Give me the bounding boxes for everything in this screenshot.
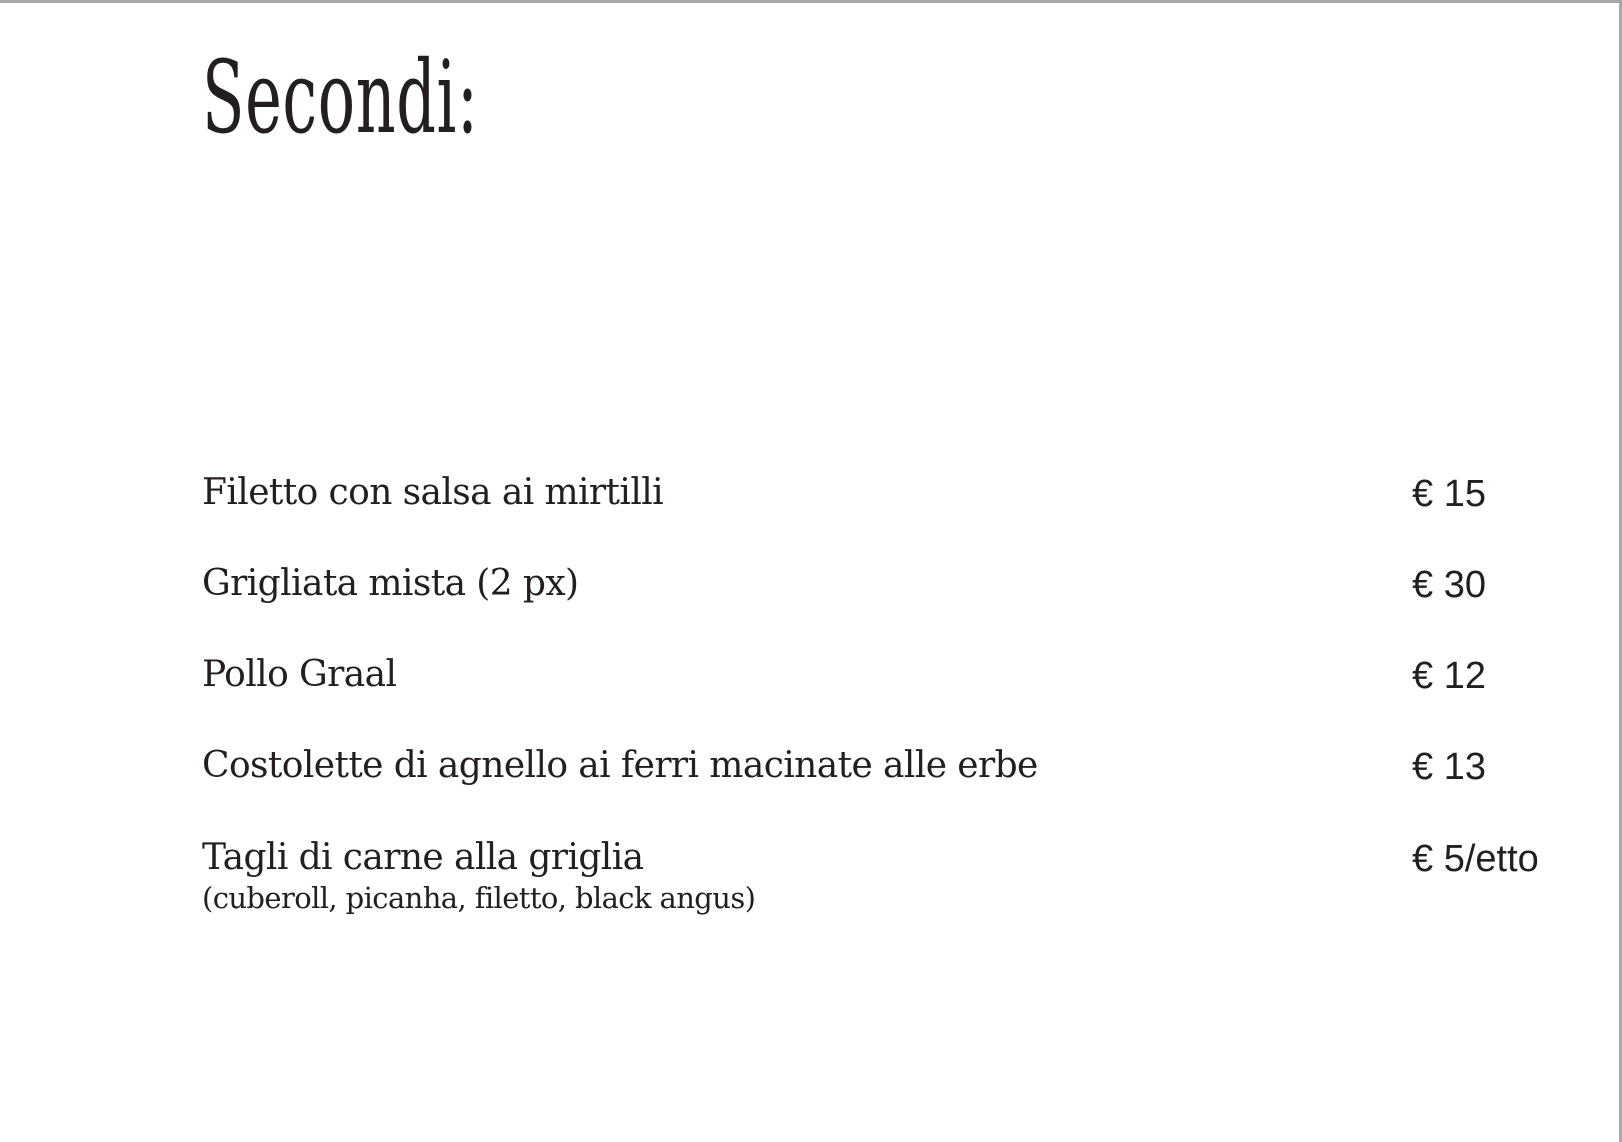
dish-note: (cuberoll, picanha, filetto, black angus) bbox=[202, 881, 756, 915]
dish-price: € 12 bbox=[1412, 655, 1486, 697]
dish-name: Tagli di carne alla griglia bbox=[202, 837, 644, 878]
dish-name: Filetto con salsa ai mirtilli bbox=[202, 472, 664, 513]
section-title: Secondi: bbox=[202, 39, 479, 156]
dish-price: € 15 bbox=[1412, 473, 1486, 515]
dish-name: Pollo Graal bbox=[202, 654, 397, 695]
dish-price: € 5/etto bbox=[1412, 838, 1539, 880]
dish-price: € 30 bbox=[1412, 564, 1486, 606]
page-top-border bbox=[0, 0, 1622, 3]
dish-name: Grigliata mista (2 px) bbox=[202, 563, 579, 604]
dish-name: Costolette di agnello ai ferri macinate alle erbe bbox=[202, 745, 1038, 786]
dish-price: € 13 bbox=[1412, 746, 1486, 788]
